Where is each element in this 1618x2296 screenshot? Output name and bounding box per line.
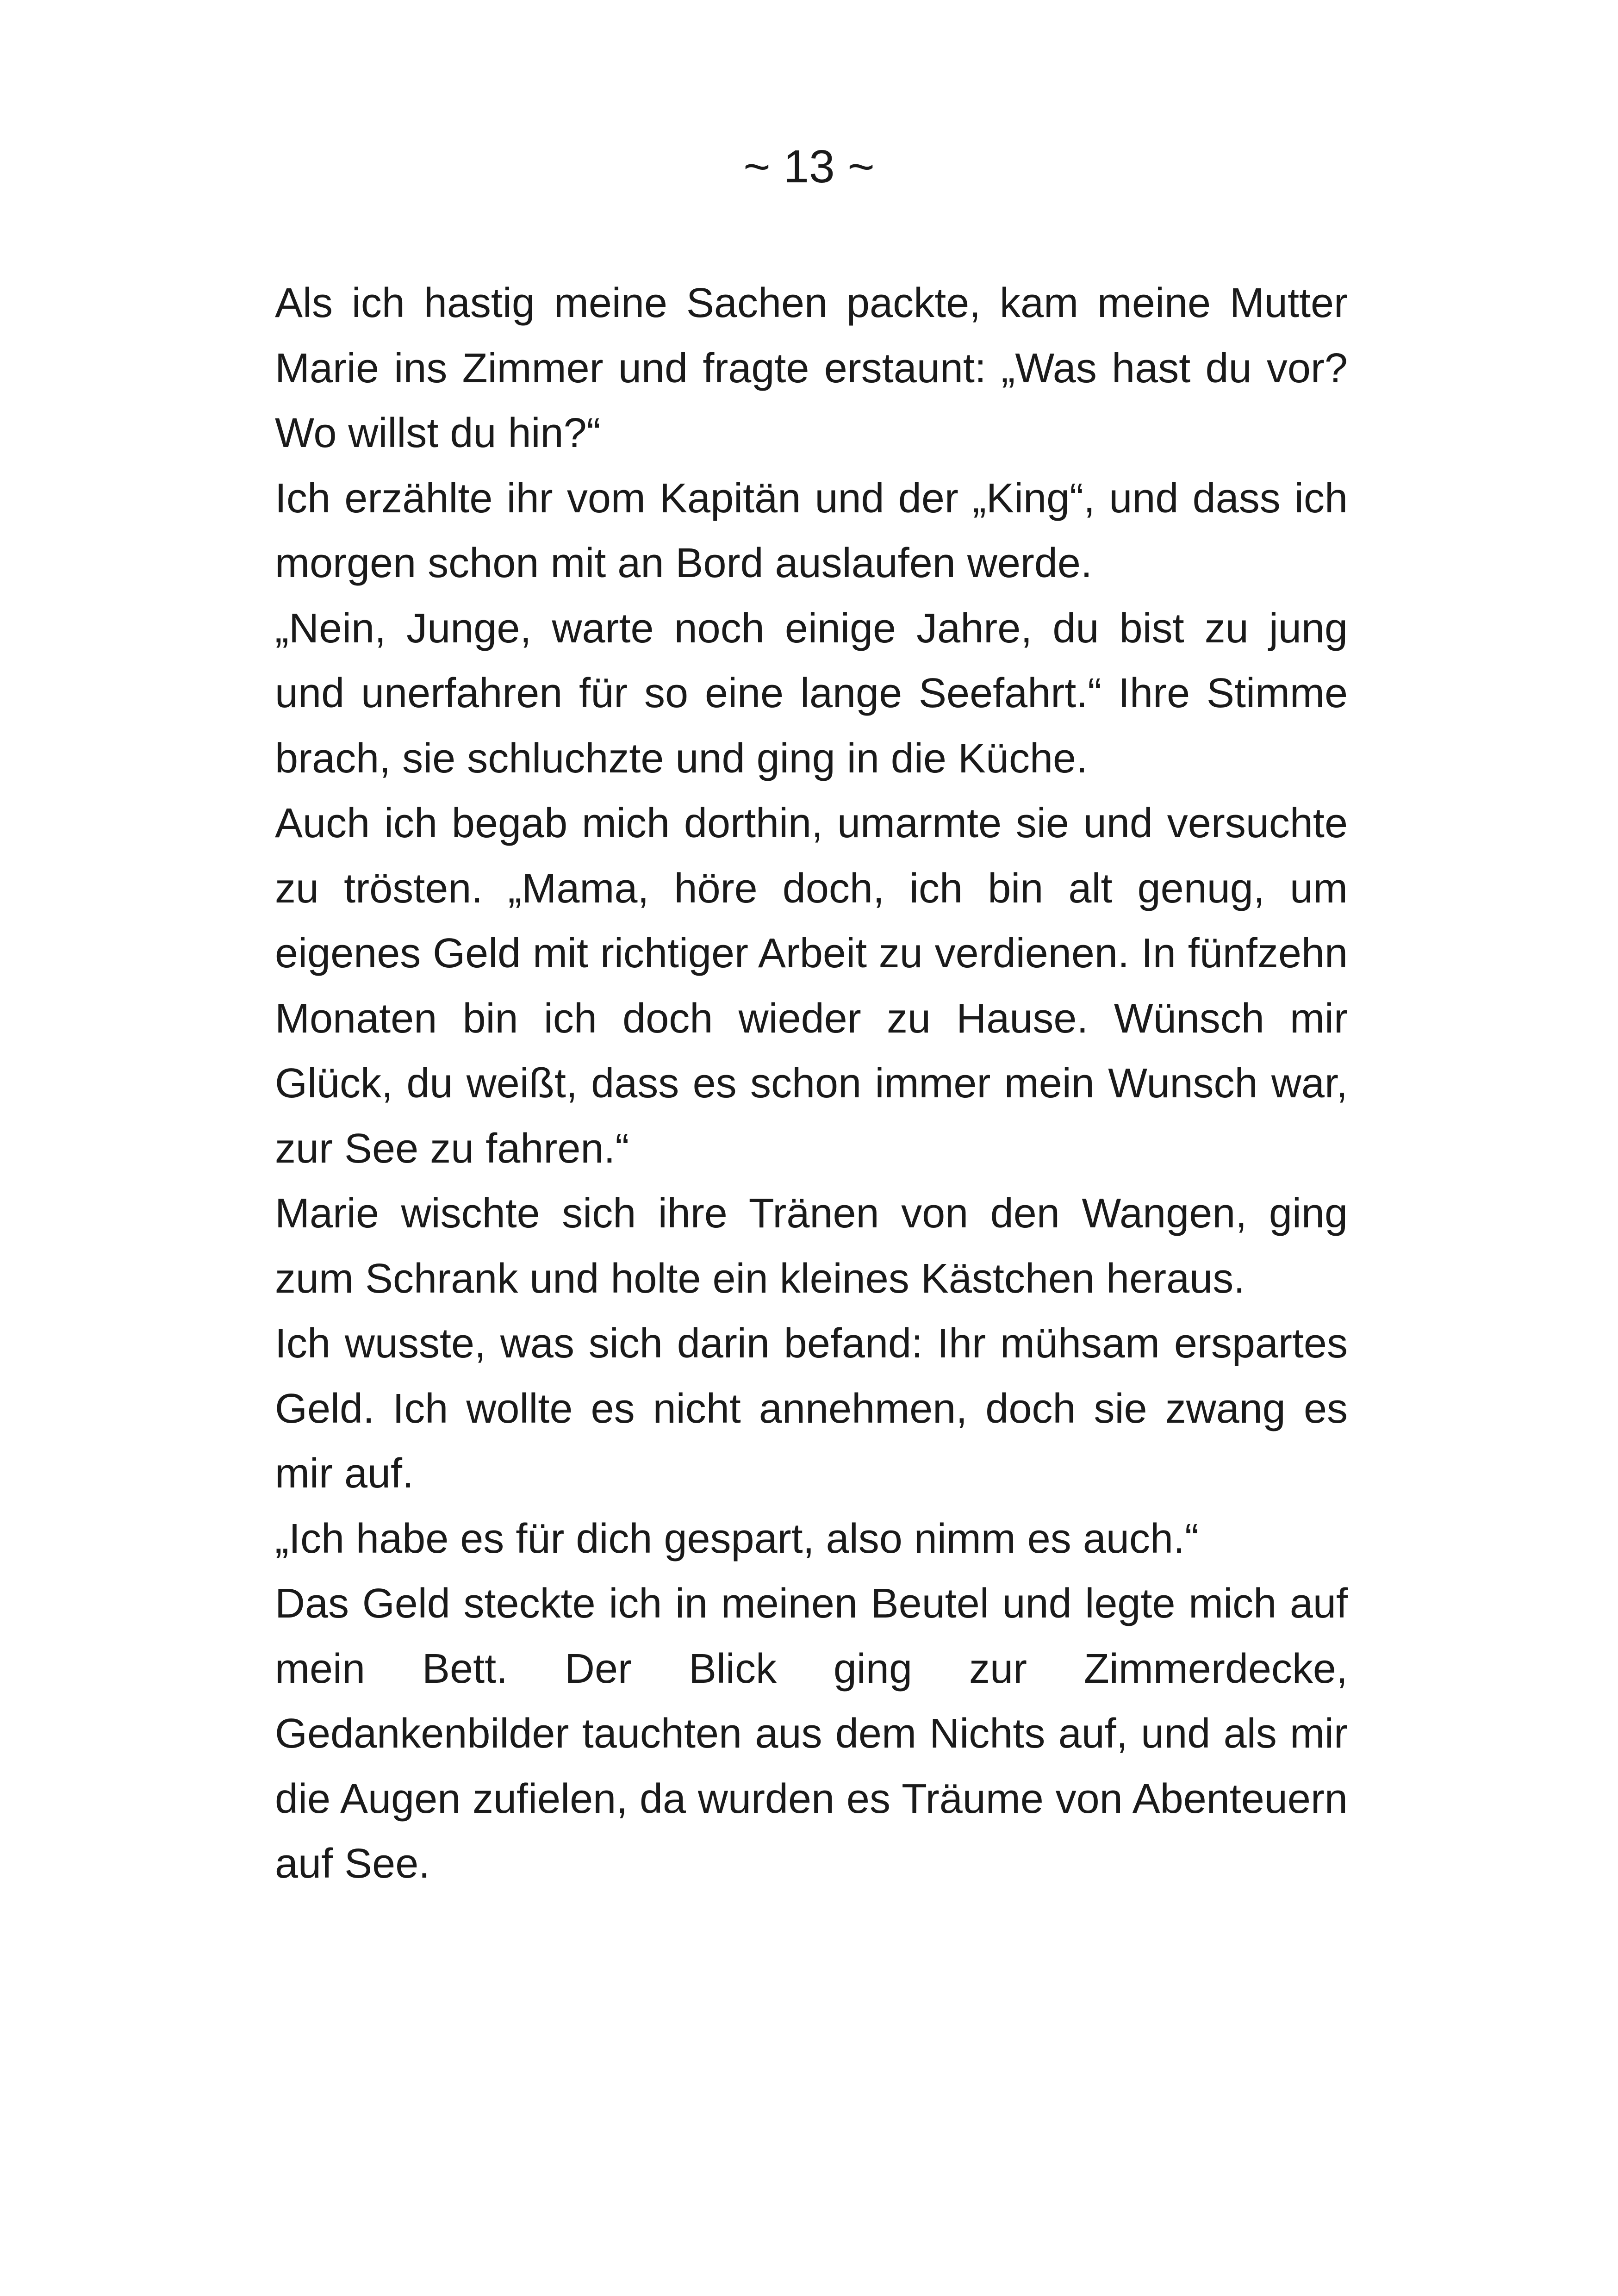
paragraph: Ich erzählte ihr vom Kapitän und der „King“, und dass ich morgen schon mit an Bord auslaufen werde. — [275, 475, 1348, 586]
paragraph: „Nein, Junge, warte noch einige Jahre, du bist zu jung und unerfahren für so eine lange Seefahrt.“ Ihre Stimme brach, sie schluchzte und ging in die Küche. — [275, 605, 1348, 782]
page-number: ~ 13 ~ — [743, 141, 875, 193]
paragraph: Auch ich begab mich dorthin, umarmte sie und versuchte zu trösten. „Mama, höre doch, ich bin alt genug, um eigenes Geld mit richtiger Arbeit zu verdienen. In fünfzehn Monaten bin ich doch wieder zu Hause. Wünsch mir Glück, du weißt, dass es schon immer mein Wunsch war, zur See zu fahren.“ — [275, 800, 1348, 1172]
paragraph: „Ich habe es für dich gespart, also nimm es auch.“ — [275, 1515, 1199, 1562]
paragraph: Als ich hastig meine Sachen packte, kam meine Mutter Marie ins Zimmer und fragte erstaunt: „Was hast du vor? Wo willst du hin?“ — [275, 280, 1348, 456]
body-text — [275, 271, 1348, 1897]
paragraph: Marie wischte sich ihre Tränen von den Wangen, ging zum Schrank und holte ein kleines Kästchen heraus. — [275, 1190, 1348, 1302]
paragraph: Das Geld steckte ich in meinen Beutel und legte mich auf mein Bett. Der Blick ging zur Zimmerdecke, Gedankenbilder tauchten aus dem Nichts auf, und als mir die Augen zufielen, da wurden es Träume von Abenteuern auf See. — [275, 1580, 1348, 1887]
paragraph: Ich wusste, was sich darin befand: Ihr mühsam erspartes Geld. Ich wollte es nicht annehmen, doch sie zwang es mir auf. — [275, 1320, 1348, 1497]
